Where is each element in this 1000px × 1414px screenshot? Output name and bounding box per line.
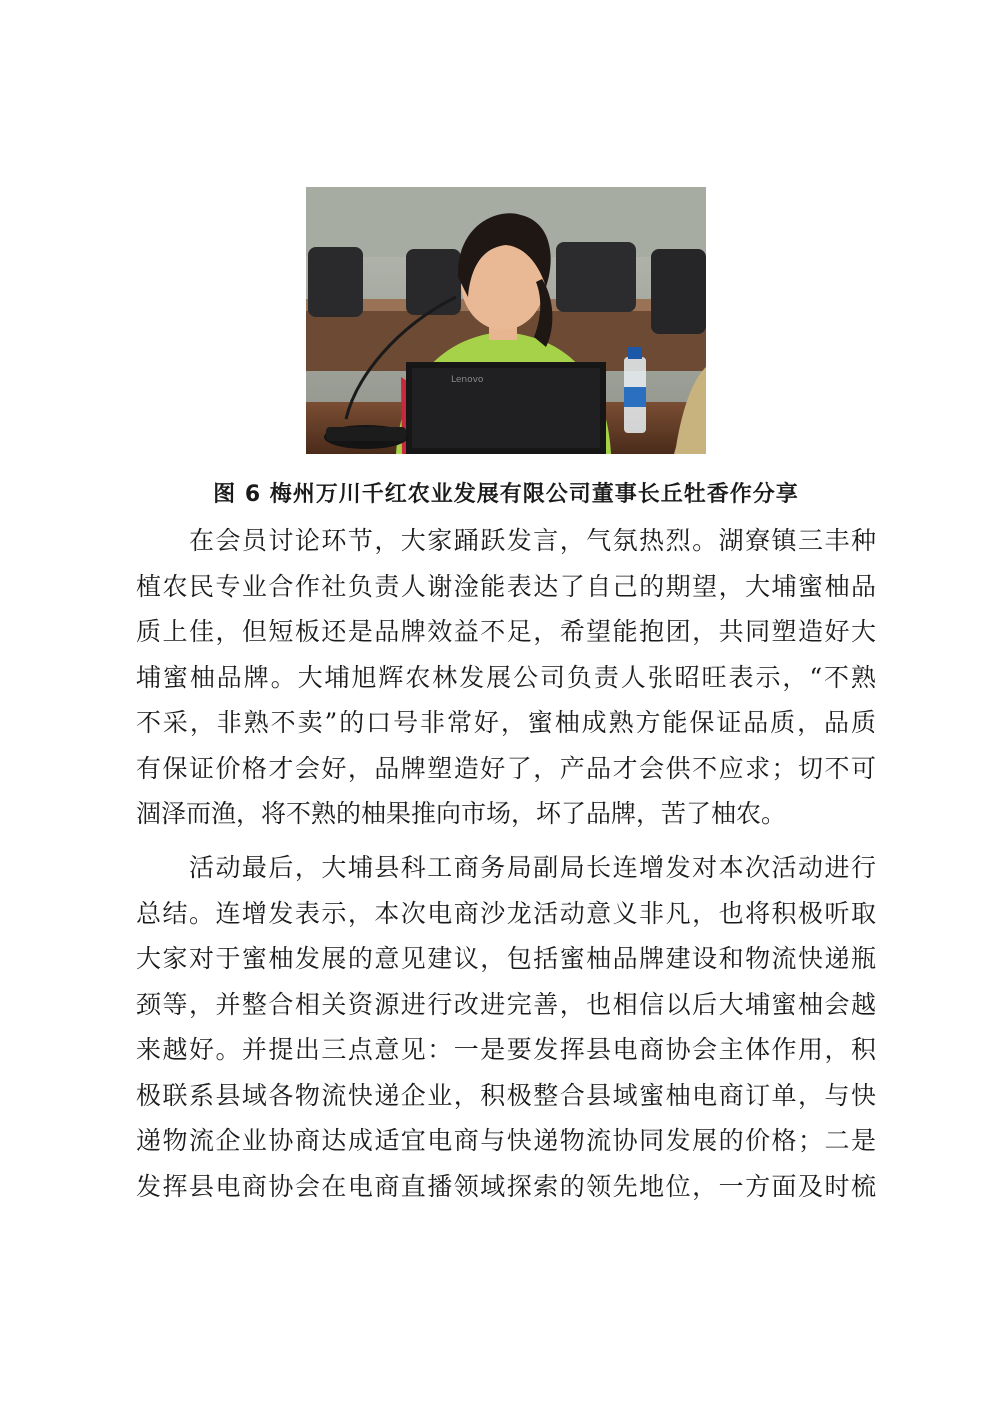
paragraph-line: 递物流企业协商达成适宜电商与快递物流协同发展的价格；二是 — [136, 1126, 876, 1155]
paragraph-line: 来越好。并提出三点意见：一是要发挥县电商协会主体作用，积 — [136, 1035, 876, 1064]
paragraph-line: 质上佳，但短板还是品牌效益不足，希望能抱团，共同塑造好大 — [136, 617, 876, 646]
paragraph-line: 植农民专业合作社负责人谢淦能表达了自己的期望，大埔蜜柚品 — [136, 571, 876, 601]
paragraph-line: 涸泽而渔，将不熟的柚果推向市场，坏了品牌，苦了柚农。 — [136, 799, 787, 828]
paragraph-line: 总结。连增发表示，本次电商沙龙活动意义非凡，也将积极听取 — [136, 898, 876, 928]
paragraph-line: 发挥县电商协会在电商直播领域探索的领先地位，一方面及时梳 — [136, 1171, 876, 1201]
paragraph-line: 在会员讨论环节，大家踊跃发言，气氛热烈。湖寮镇三丰种 — [136, 526, 876, 555]
paragraph-line: 有保证价格才会好，品牌塑造好了，产品才会供不应求；切不可 — [136, 753, 876, 783]
paragraph-line: 活动最后，大埔县科工商务局副局长连增发对本次活动进行 — [136, 853, 876, 882]
paragraph-line: 极联系县域各物流快递企业，积极整合县域蜜柚电商订单，与快 — [136, 1080, 876, 1110]
paragraph-line: 颈等，并整合相关资源进行改进完善，也相信以后大埔蜜柚会越 — [136, 989, 876, 1019]
paragraph-line: 埔蜜柚品牌。大埔旭辉农林发展公司负责人张昭旺表示，“不熟 — [136, 662, 876, 692]
figure-photo — [306, 187, 706, 454]
figure-caption: 图 6 梅州万川千红农业发展有限公司董事长丘牡香作分享 — [213, 482, 799, 507]
paragraph-2 — [136, 845, 876, 1209]
paragraph-line: 大家对于蜜柚发展的意见建议，包括蜜柚品牌建设和物流快递瓶 — [136, 944, 876, 973]
laptop-brand: Lenovo — [451, 375, 484, 385]
paragraph-line: 不采，非熟不卖”的口号非常好，蜜柚成熟方能保证品质，品质 — [136, 708, 876, 737]
paragraph-1 — [136, 518, 876, 837]
